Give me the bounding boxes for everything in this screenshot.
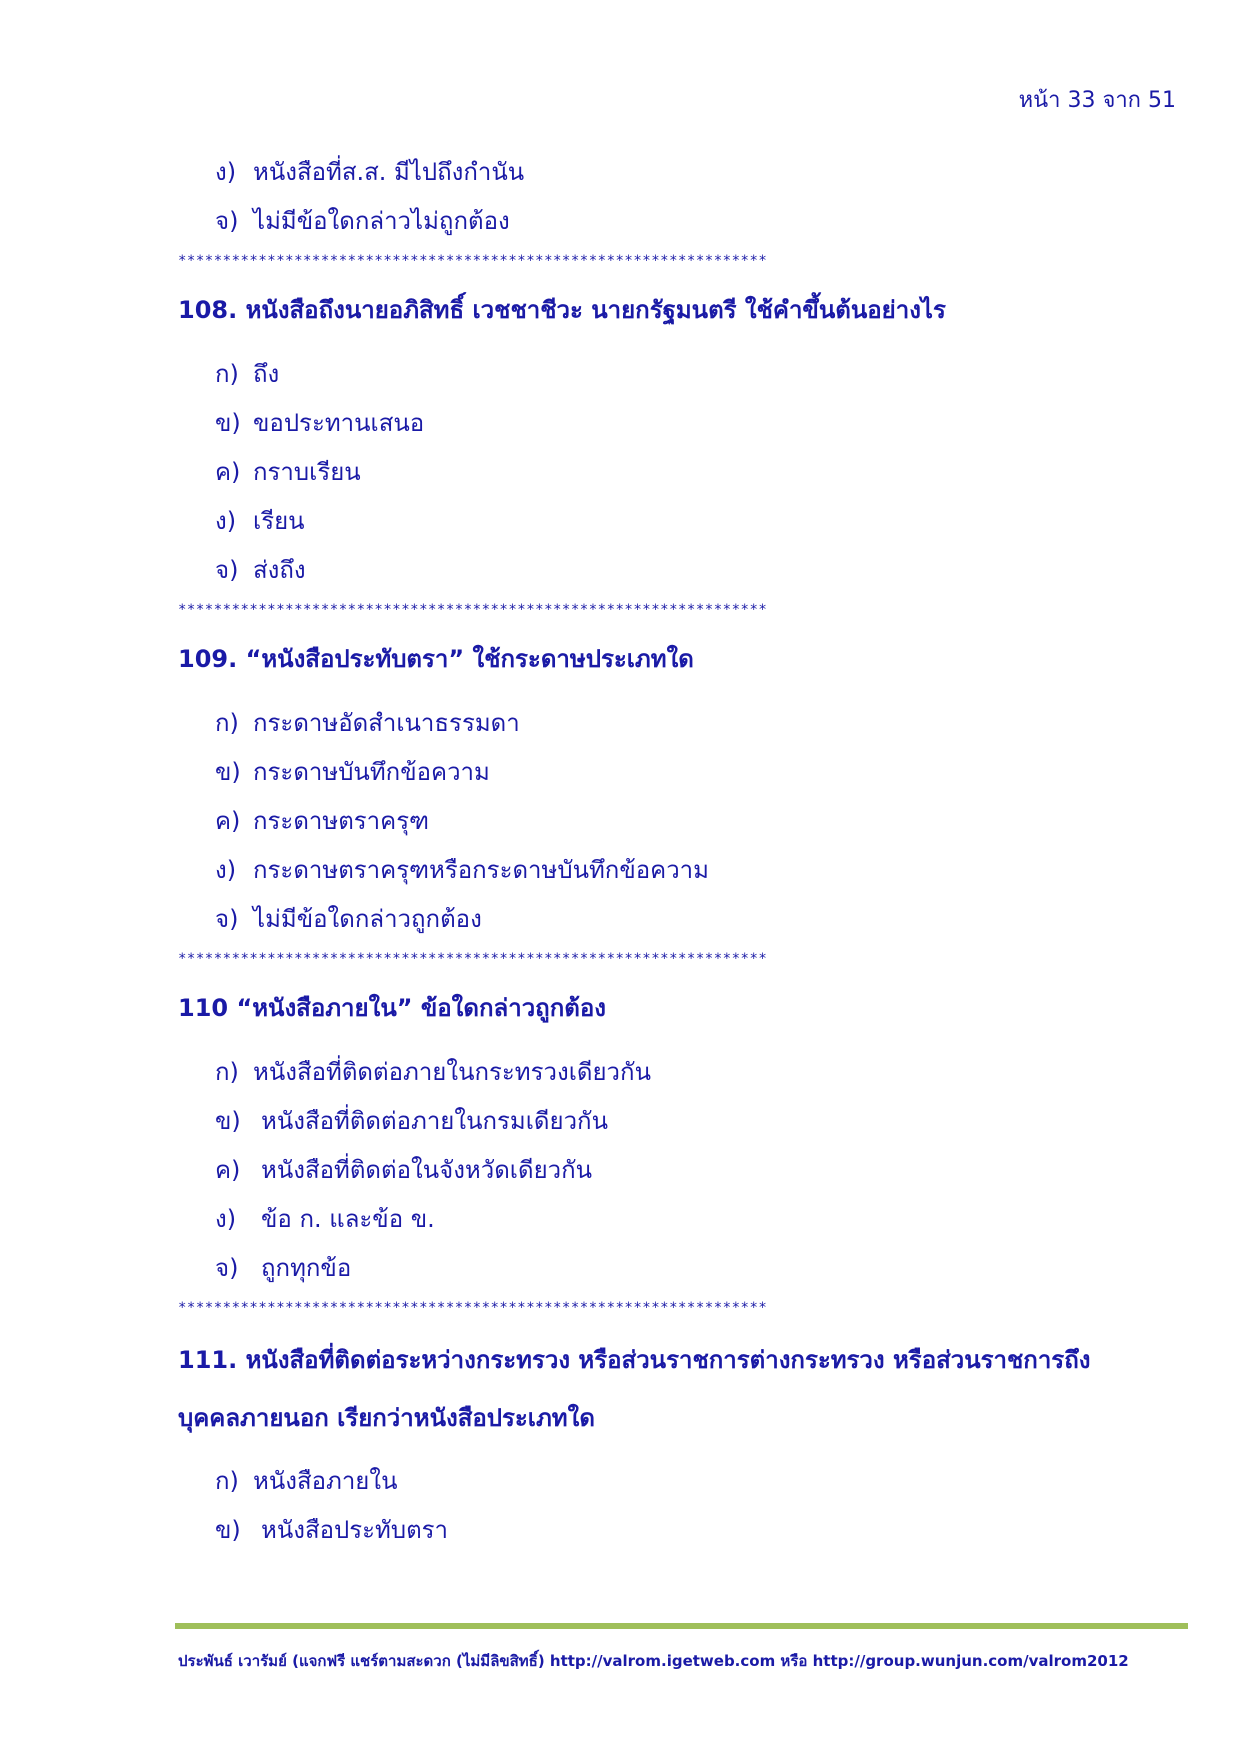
option-text: กระดาษอัดสำเนาธรรมดา (253, 709, 520, 737)
option-letter: ข) (215, 1107, 241, 1135)
separator: ****************************************************************** (178, 1300, 768, 1316)
option-ko (215, 699, 1198, 748)
option-letter: ข) (215, 758, 241, 786)
option-letter: จ) (215, 556, 239, 584)
option-text: หนังสือประทับตรา (261, 1516, 449, 1544)
option-letter: ค) (215, 807, 241, 835)
option-letter: จ) (215, 207, 239, 235)
option-text: หนังสือที่ติดต่อภายในกระทรวงเดียวกัน (253, 1058, 651, 1086)
option-ng (215, 846, 1198, 895)
question-111 (178, 1331, 1198, 1447)
option-letter: ข) (215, 409, 241, 437)
option-ng (215, 497, 1198, 546)
question-111-line-1: 111. หนังสือที่ติดต่อระหว่างกระทรวง หรือส่วนราชการต่างกระทรวง หรือส่วนราชการถึง (178, 1346, 1091, 1374)
question-110: 110 “หนังสือภายใน” ข้อใดกล่าวถูกต้อง (178, 994, 606, 1022)
option-text: ขอประทานเสนอ (253, 409, 425, 437)
question-108: 108. หนังสือถึงนายอภิสิทธิ์ เวชชาชีวะ นายกรัฐมนตรี ใช้คำขึ้นต้นอย่างไร (178, 296, 946, 324)
option-ko (215, 1457, 1198, 1506)
question-109-options (215, 699, 1198, 944)
option-ko (215, 350, 1198, 399)
option-jo (215, 546, 1198, 595)
option-kho (215, 399, 1198, 448)
option-jo (215, 1244, 1198, 1293)
option-kho (215, 1097, 1198, 1146)
option-text: กราบเรียน (253, 458, 361, 486)
option-text: ไม่มีข้อใดกล่าวถูกต้อง (253, 905, 482, 933)
previous-question-options (215, 148, 1198, 246)
option-text: กระดาษบันทึกข้อความ (253, 758, 490, 786)
option-kho-khwai (215, 797, 1198, 846)
option-letter: ก) (215, 360, 239, 388)
option-ng (215, 148, 1198, 197)
option-text: ข้อ ก. และข้อ ข. (261, 1205, 435, 1233)
option-letter: ค) (215, 458, 241, 486)
question-110-options (215, 1048, 1198, 1293)
option-letter: ก) (215, 709, 239, 737)
separator: ****************************************************************** (178, 602, 768, 618)
page-number: หน้า 33 จาก 51 (1018, 88, 1176, 113)
option-letter: ง) (215, 158, 237, 186)
footer-credits: ประพันธ์ เวารัมย์ (แจกฟรี แชร์ตามสะดวก (ไม่มีลิขสิทธิ์) http://valrom.igetweb.com หรือ http://group.wunjun.com/valrom2012 (178, 1652, 1129, 1670)
option-letter: ก) (215, 1058, 239, 1086)
option-text: ถูกทุกข้อ (261, 1254, 352, 1282)
option-text: หนังสือภายใน (253, 1467, 398, 1495)
option-letter: จ) (215, 905, 239, 933)
document-body (178, 148, 1198, 1555)
option-jo (215, 895, 1198, 944)
option-jo (215, 197, 1198, 246)
option-text: หนังสือที่ส.ส. มีไปถึงกำนัน (253, 158, 525, 186)
option-text: กระดาษตราครุฑ (253, 807, 430, 835)
option-text: หนังสือที่ติดต่อในจังหวัดเดียวกัน (261, 1156, 593, 1184)
option-letter: ข) (215, 1516, 241, 1544)
option-ng (215, 1195, 1198, 1244)
option-text: เรียน (253, 507, 305, 535)
separator: ****************************************************************** (178, 951, 768, 967)
option-kho-khwai (215, 448, 1198, 497)
option-text: หนังสือที่ติดต่อภายในกรมเดียวกัน (261, 1107, 608, 1135)
question-108-options (215, 350, 1198, 595)
option-text: ถึง (253, 360, 280, 388)
option-kho-khwai (215, 1146, 1198, 1195)
option-letter: จ) (215, 1254, 239, 1282)
option-text: กระดาษตราครุฑหรือกระดาษบันทึกข้อความ (253, 856, 709, 884)
option-letter: ง) (215, 856, 237, 884)
option-letter: ง) (215, 1205, 237, 1233)
option-letter: ก) (215, 1467, 239, 1495)
option-text: ไม่มีข้อใดกล่าวไม่ถูกต้อง (253, 207, 510, 235)
separator: ****************************************************************** (178, 253, 768, 269)
option-ko (215, 1048, 1198, 1097)
option-letter: ง) (215, 507, 237, 535)
question-109: 109. “หนังสือประทับตรา” ใช้กระดาษประเภทใด (178, 645, 694, 673)
question-111-options (215, 1457, 1198, 1555)
question-111-line-2: บุคคลภายนอก เรียกว่าหนังสือประเภทใด (178, 1404, 595, 1432)
option-text: ส่งถึง (253, 556, 306, 584)
option-kho (215, 748, 1198, 797)
option-letter: ค) (215, 1156, 241, 1184)
footer-divider (175, 1623, 1188, 1629)
option-kho (215, 1506, 1198, 1555)
